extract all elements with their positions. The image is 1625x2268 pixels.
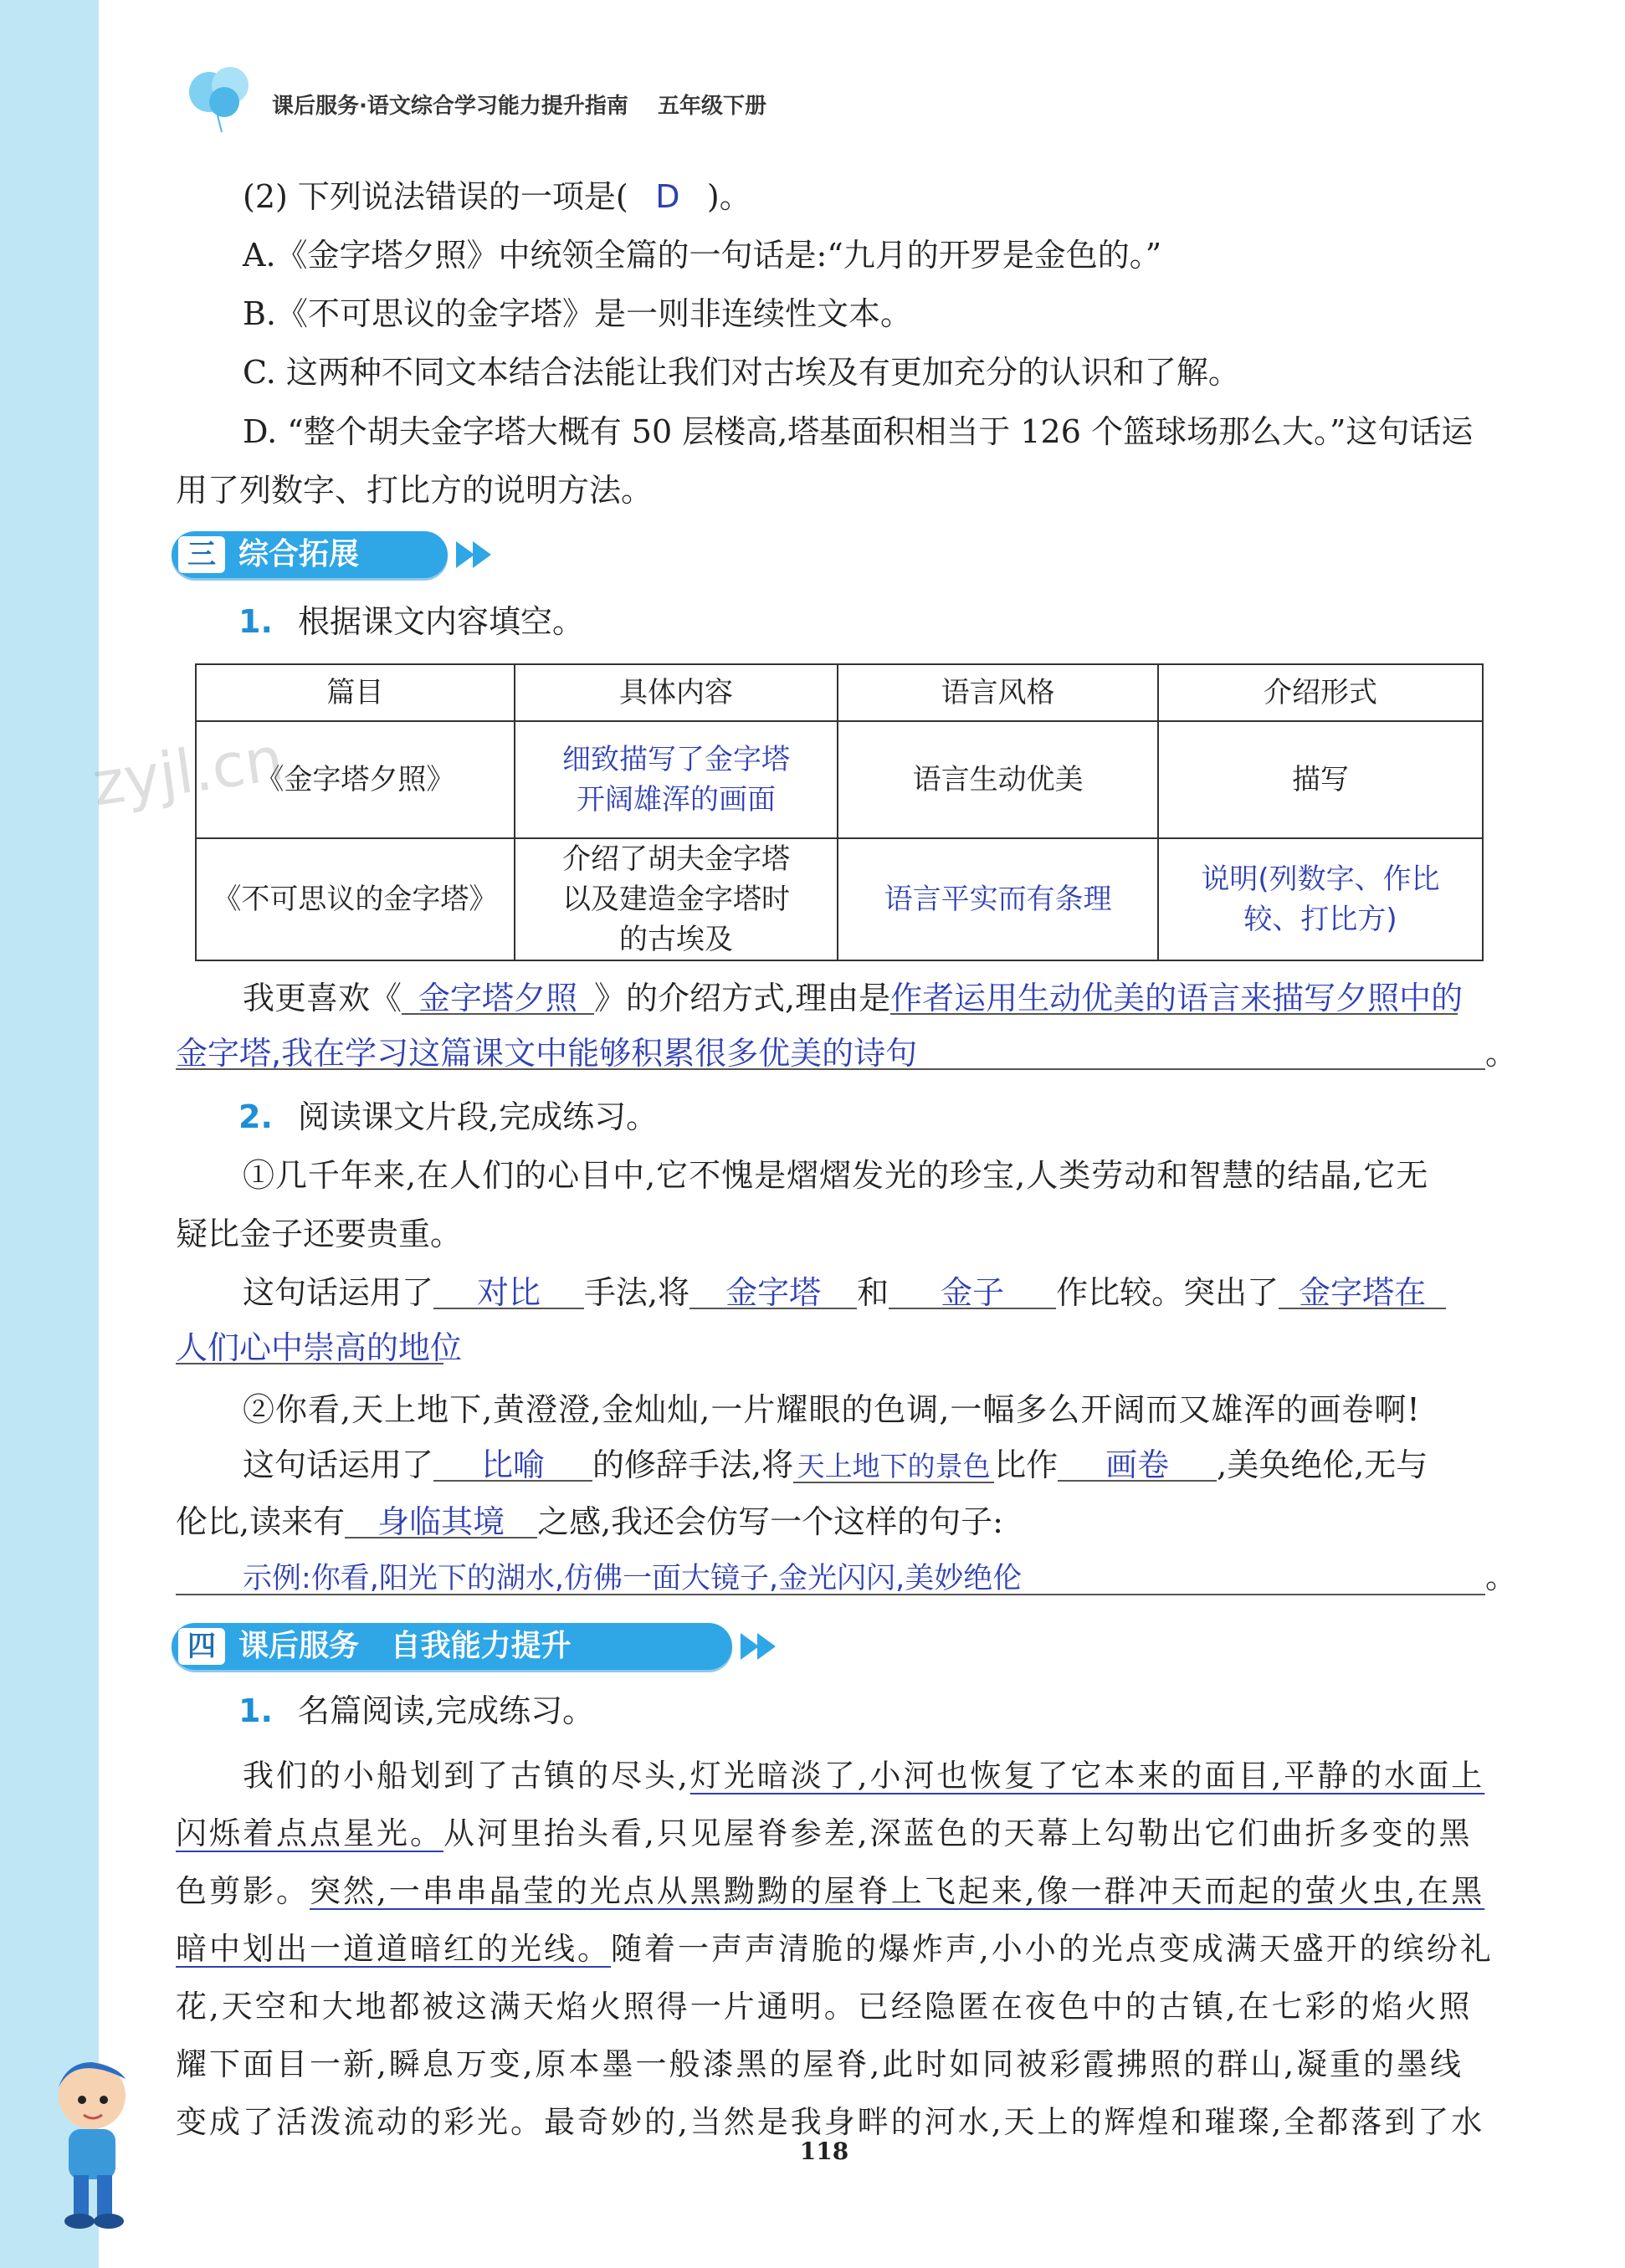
section3-arrow-icon xyxy=(456,541,474,568)
answer-device: 对比 xyxy=(433,1277,584,1309)
section3-banner xyxy=(172,531,448,578)
s4-q1-number: 1. xyxy=(238,1692,273,1729)
cartoon-boy-illustration xyxy=(33,2050,151,2242)
table-header-cell: 篇目 xyxy=(196,664,515,721)
book-title: 课后服务·语文综合学习能力提升指南 xyxy=(272,94,628,119)
table-row xyxy=(196,838,1483,960)
answer-effect-line1: 金字塔在 xyxy=(1279,1277,1446,1309)
table-cell-title: 《金字塔夕照》 xyxy=(196,721,515,838)
passage-line xyxy=(176,1862,1502,1920)
excerpt2-question xyxy=(243,1446,1428,1484)
section4-badge: 四 xyxy=(178,1628,225,1665)
passage-underlined: 暗中划出一道道暗红的光线。 xyxy=(176,1931,611,1967)
table-cell-style-answer: 语言平实而有条理 xyxy=(838,838,1158,960)
passage-line: 花,天空和大地都被这满天焰火照得一片通明。已经隐匿在夜色中的古镇,在七彩的焰火照 xyxy=(176,1989,1473,2025)
table-header-cell: 介绍形式 xyxy=(1158,664,1483,721)
s3-q1 xyxy=(238,602,584,641)
answer-item2: 金子 xyxy=(889,1277,1056,1309)
s3-q2-text: 阅读课文片段,完成练习。 xyxy=(297,1098,659,1135)
reason-answer-line2: 金字塔,我在学习这篇课文中能够积累很多优美的诗句 xyxy=(176,1038,1485,1070)
excerpt2-example xyxy=(176,1558,1517,1596)
q2-option-a: A.《金字塔夕照》中统领全篇的一句话是:“九月的开罗是金色的。” xyxy=(243,237,1162,274)
passage-underlined: 闪烁着点点星光。 xyxy=(176,1815,443,1851)
section3-title: 综合拓展 xyxy=(238,537,360,571)
prefer-line1 xyxy=(243,979,1464,1017)
q-text: 伦比,读来有 xyxy=(176,1503,346,1540)
q-text: 作比较。突出了 xyxy=(1056,1274,1279,1311)
table-cell-form-answer: 说明(列数字、作比较、打比方) xyxy=(1158,838,1483,960)
reading-passage xyxy=(176,1747,1502,2151)
grade-label: 五年级下册 xyxy=(657,94,766,119)
watermark-text: zyjl.cn xyxy=(88,723,288,820)
section3-arrow-icon-2 xyxy=(473,541,491,568)
q-text: 手法,将 xyxy=(584,1274,690,1311)
table-cell-form: 描写 xyxy=(1158,721,1483,838)
s4-q1-text: 名篇阅读,完成练习。 xyxy=(297,1692,595,1729)
table-row xyxy=(196,721,1483,838)
s3-q2-number: 2. xyxy=(238,1098,273,1135)
table-cell-content-answer: 细致描写了金字塔开阔雄浑的画面 xyxy=(515,721,838,838)
q2-stem-text: (2) 下列说法错误的一项是( xyxy=(243,178,628,215)
q2-stem xyxy=(243,177,751,216)
table-cell-title: 《不可思议的金字塔》 xyxy=(196,838,515,960)
answer-tenor: 天上地下的景色 xyxy=(793,1451,994,1483)
balloon-icon xyxy=(184,59,259,134)
passage-underlined: 灯光暗淡了,小河也恢复了它本来的面目,平静的水面上 xyxy=(689,1758,1485,1794)
excerpt2-question-line2 xyxy=(176,1503,1003,1541)
header-title xyxy=(272,89,766,120)
passage-text: 我们的小船划到了古镇的尽头, xyxy=(243,1758,690,1794)
passage-line: 耀下面目一新,瞬息万变,原本墨一般漆黑的屋脊,此时如同被彩霞拂照的群山,凝重的墨线 xyxy=(176,2046,1464,2082)
q2-option-b: B.《不可思议的金字塔》是一则非连续性文本。 xyxy=(243,295,913,332)
q2-option-d-line1: D. “整个胡夫金字塔大概有 50 层楼高,塔基面积相当于 126 个篮球场那么大。”这句话运 xyxy=(243,413,1474,450)
table-header-row xyxy=(196,664,1483,721)
excerpt1-line2: 疑比金子还要贵重。 xyxy=(176,1216,463,1252)
q-text: 和 xyxy=(857,1274,889,1311)
answer-vehicle: 画卷 xyxy=(1058,1450,1217,1482)
table-header-cell: 语言风格 xyxy=(838,664,1158,721)
prefer-label: 我更喜欢《 xyxy=(243,980,402,1016)
q-text: 之感,我还会仿写一个这样的句子: xyxy=(537,1503,1003,1540)
answer-effect-line2: 人们心中崇高的地位 xyxy=(176,1329,463,1366)
answer-feeling: 身临其境 xyxy=(345,1507,537,1538)
table-cell-style: 语言生动优美 xyxy=(838,721,1158,838)
balloon-logo xyxy=(184,59,259,134)
answer-item1: 金字塔 xyxy=(689,1277,857,1309)
q2-answer: D xyxy=(655,178,680,215)
prefer-mid: 》的介绍方式,理由是 xyxy=(594,980,891,1016)
excerpt1-line1: ①几千年来,在人们的心目中,它不愧是熠熠发光的珍宝,人类劳动和智慧的结晶,它无 xyxy=(243,1157,1429,1194)
reason-answer-line1: 作者运用生动优美的语言来描写夕照中的 xyxy=(890,980,1464,1016)
excerpt1-question xyxy=(243,1273,1446,1312)
passage-line xyxy=(176,1747,1502,1805)
section3-badge: 三 xyxy=(178,536,225,573)
period: 。 xyxy=(1485,1559,1518,1595)
passage-line xyxy=(176,1920,1502,1978)
passage-line: 变成了活泼流动的彩光。最奇妙的,当然是我身畔的河水,天上的辉煌和璀璨,全都落到了水 xyxy=(176,2104,1485,2140)
q-text: 这句话运用了 xyxy=(243,1274,434,1311)
s3-q1-text: 根据课文内容填空。 xyxy=(297,603,584,640)
q-text: ,美奂绝伦,无与 xyxy=(1217,1446,1428,1483)
period: 。 xyxy=(1485,1035,1518,1072)
q-text: 的修辞手法,将 xyxy=(592,1446,794,1483)
q2-close: )。 xyxy=(706,178,751,215)
s3-q2 xyxy=(238,1098,658,1136)
q2-option-c: C. 这两种不同文本结合法能让我们对古埃及有更加充分的认识和了解。 xyxy=(243,354,1240,391)
q-text: 比作 xyxy=(994,1446,1059,1483)
section4-banner xyxy=(172,1623,732,1670)
q2-option-d-line2: 用了列数字、打比方的说明方法。 xyxy=(176,472,654,509)
page-number-badge xyxy=(778,2137,870,2188)
prefer-line2 xyxy=(176,1034,1517,1073)
passage-text: 色剪影。 xyxy=(176,1873,310,1909)
page-number: 118 xyxy=(799,2137,849,2165)
passage-line xyxy=(176,1805,1502,1862)
section4-arrow-icon xyxy=(741,1633,759,1660)
section4-arrow-icon-2 xyxy=(757,1633,776,1660)
excerpt1-answer-line2 xyxy=(176,1329,463,1367)
passage-text: 随着一声声清脆的爆炸声,小小的光点变成满天盛开的缤纷礼 xyxy=(611,1931,1494,1967)
passage-text: 从河里抬头看,只见屋脊参差,深蓝色的天幕上勾勒出它们曲折多变的黑 xyxy=(443,1815,1473,1851)
s3-q1-number: 1. xyxy=(238,603,273,640)
boy-icon xyxy=(33,2050,151,2242)
s4-q1 xyxy=(238,1692,594,1730)
answer-rhetoric: 比喻 xyxy=(433,1450,592,1482)
table-cell-content: 介绍了胡夫金字塔以及建造金字塔时的古埃及 xyxy=(515,838,838,960)
prefer-answer: 金字塔夕照 xyxy=(402,983,594,1015)
section4-title: 课后服务 自我能力提升 xyxy=(238,1629,572,1663)
q-text: 这句话运用了 xyxy=(243,1446,434,1483)
excerpt2-line1: ②你看,天上地下,黄澄澄,金灿灿,一片耀眼的色调,一幅多么开阔而又雄浑的画卷啊! xyxy=(243,1391,1421,1428)
answer-imitation: 示例:你看,阳光下的湖水,仿佛一面大镜子,金光闪闪,美妙绝伦 xyxy=(176,1564,1485,1595)
text-comparison-table xyxy=(195,663,1484,961)
passage-underlined: 突然,一串串晶莹的光点从黑黝黝的屋脊上飞起来,像一群冲天而起的萤火虫,在黑 xyxy=(310,1873,1485,1909)
table-header-cell: 具体内容 xyxy=(515,664,838,721)
